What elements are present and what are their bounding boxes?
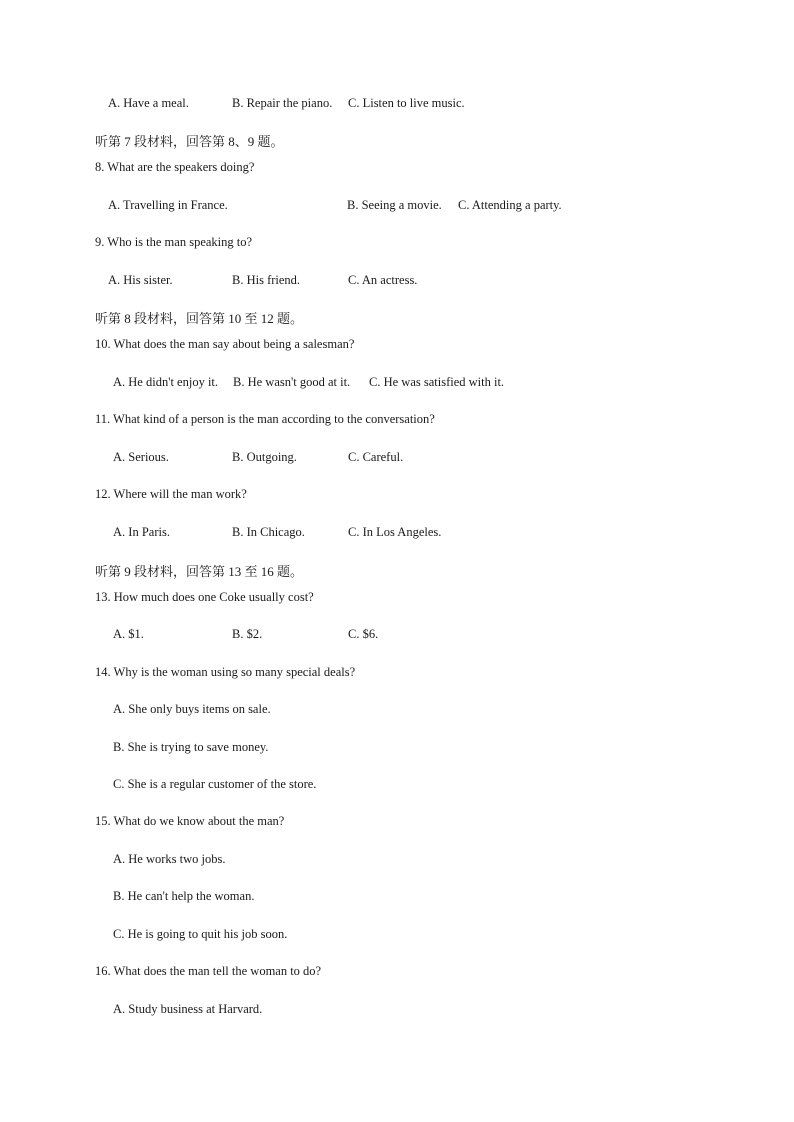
q15-option-a: A. He works two jobs. — [113, 852, 226, 866]
q9-stem: 9. Who is the man speaking to? — [95, 235, 253, 249]
q14-option-a: A. She only buys items on sale. — [113, 702, 271, 716]
q8-option-c: C. Attending a party. — [458, 198, 562, 212]
q9-option-b: B. His friend. — [232, 273, 301, 287]
section-8-instruction: 听第 8 段材料，回答第 10 至 12 题。 — [95, 311, 304, 326]
q8-option-b: B. Seeing a movie. — [347, 198, 442, 212]
q13-stem: 13. How much does one Coke usually cost? — [95, 590, 314, 604]
q10-option-a: A. He didn't enjoy it. — [113, 375, 219, 389]
q10-option-b: B. He wasn't good at it. — [233, 375, 351, 389]
q10-option-c: C. He was satisfied with it. — [369, 375, 505, 389]
q10-stem: 10. What does the man say about being a salesman? — [95, 337, 355, 351]
q7-option-c: C. Listen to live music. — [348, 96, 465, 110]
q7-option-a: A. Have a meal. — [108, 96, 189, 110]
q9-option-a: A. His sister. — [108, 273, 173, 287]
q11-option-b: B. Outgoing. — [232, 450, 297, 464]
q9-option-c: C. An actress. — [348, 273, 418, 287]
q13-option-a: A. $1. — [113, 627, 144, 641]
q15-option-c: C. He is going to quit his job soon. — [113, 927, 288, 941]
q8-stem: 8. What are the speakers doing? — [95, 160, 255, 174]
q14-stem: 14. Why is the woman using so many special deals? — [95, 665, 356, 679]
q12-option-a: A. In Paris. — [113, 525, 170, 539]
q11-option-c: C. Careful. — [348, 450, 404, 464]
q15-option-b: B. He can't help the woman. — [113, 889, 255, 903]
q7-option-b: B. Repair the piano. — [232, 96, 333, 110]
q12-option-c: C. In Los Angeles. — [348, 525, 442, 539]
q11-stem: 11. What kind of a person is the man according to the conversation? — [95, 412, 435, 426]
q14-option-c: C. She is a regular customer of the store. — [113, 777, 317, 791]
q13-option-b: B. $2. — [232, 627, 263, 641]
q8-option-a: A. Travelling in France. — [108, 198, 228, 212]
q12-option-b: B. In Chicago. — [232, 525, 305, 539]
q13-option-c: C. $6. — [348, 627, 379, 641]
q15-stem: 15. What do we know about the man? — [95, 814, 285, 828]
section-7-instruction: 听第 7 段材料，回答第 8、9 题。 — [95, 134, 284, 149]
q16-option-a: A. Study business at Harvard. — [113, 1002, 263, 1016]
q12-stem: 12. Where will the man work? — [95, 487, 247, 501]
q16-stem: 16. What does the man tell the woman to do? — [95, 964, 322, 978]
section-9-instruction: 听第 9 段材料，回答第 13 至 16 题。 — [95, 564, 304, 579]
q11-option-a: A. Serious. — [113, 450, 169, 464]
q14-option-b: B. She is trying to save money. — [113, 740, 269, 754]
